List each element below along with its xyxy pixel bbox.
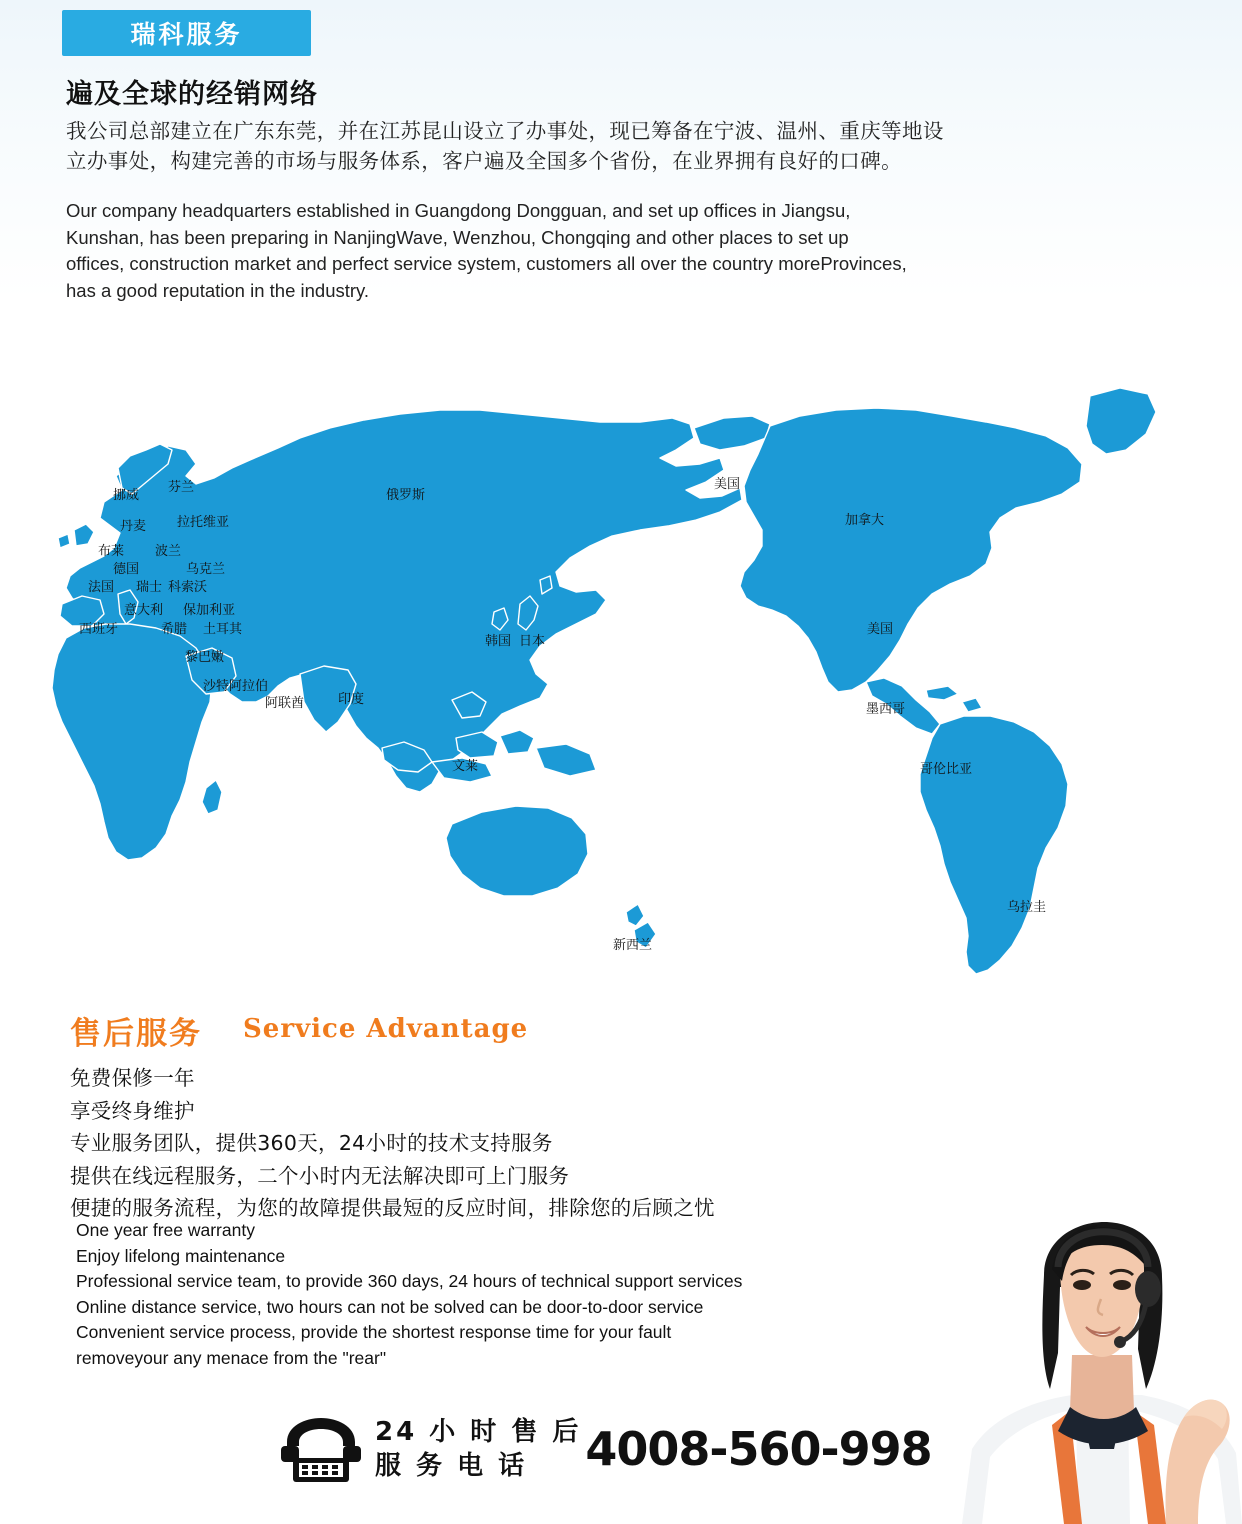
map-label-lebanon: 黎巴嫩 <box>185 650 225 665</box>
hotline-line-2: 服 务 电 话 <box>375 1451 528 1481</box>
hispaniola <box>962 698 982 712</box>
map-label-germany: 德国 <box>113 562 140 577</box>
cuba <box>926 686 958 700</box>
map-label-denmark: 丹麦 <box>120 519 147 534</box>
list-item: Professional service team, to provide 360 days, 24 hours of technical support services <box>76 1271 743 1291</box>
list-item: One year free warranty <box>76 1220 255 1240</box>
list-item: 便捷的服务流程，为您的故障提供最短的反应时间，排除您的后顾之忧 <box>70 1196 715 1220</box>
map-label-russia: 俄罗斯 <box>386 488 426 503</box>
map-label-korea: 韩国 <box>485 634 512 649</box>
map-label-finland: 芬兰 <box>168 480 195 495</box>
sulawesi <box>500 730 534 754</box>
map-label-uruguay: 乌拉圭 <box>1007 900 1047 915</box>
map-label-india: 印度 <box>338 692 365 707</box>
hotline-text <box>375 1415 932 1483</box>
customer-service-operator-photo <box>952 1149 1242 1524</box>
map-label-switzerland: 瑞士 <box>136 580 163 595</box>
hotline-block <box>275 1412 932 1486</box>
ireland <box>58 534 70 548</box>
map-label-kosovo: 科索沃 <box>168 580 208 595</box>
network-title: 遍及全球的经销网络 <box>66 79 318 110</box>
map-label-brunei: 文莱 <box>452 759 479 774</box>
new-zealand-north <box>626 904 644 926</box>
service-advantage-title-en: Service Advantage <box>243 1014 529 1044</box>
list-item: Enjoy lifelong maintenance <box>76 1245 286 1266</box>
list-item: 享受终身维护 <box>70 1098 195 1123</box>
service-advantage-list-cn <box>70 1062 890 1225</box>
list-item: 提供在线远程服务，二个小时内无法解决即可上门服务 <box>70 1163 570 1188</box>
map-label-latvia: 拉托维亚 <box>177 515 230 530</box>
world-map <box>0 318 1242 1008</box>
north-america <box>740 408 1082 692</box>
map-label-usa-alaska: 美国 <box>714 477 741 492</box>
map-label-greece: 希腊 <box>161 622 188 637</box>
section-tab-service <box>62 10 311 56</box>
south-america <box>920 716 1068 974</box>
map-label-bulgaria: 保加利亚 <box>183 603 236 618</box>
alaska <box>694 416 770 450</box>
map-label-poland: 波兰 <box>155 544 182 559</box>
network-paragraph-cn: 我公司总部建立在广东东莞，并在江苏昆山设立了办事处，现已筹备在宁波、温州、重庆等地设立办事处，构建完善的市场与服务体系，客户遍及全国多个省份，在业界拥有良好的口碑。 <box>66 119 944 173</box>
map-label-norway: 挪威 <box>113 488 140 503</box>
british-isles <box>74 524 94 546</box>
map-label-mexico: 墨西哥 <box>866 702 906 717</box>
telephone-icon <box>275 1412 367 1486</box>
map-label-spain: 西班牙 <box>79 622 119 637</box>
new-guinea <box>536 744 596 776</box>
map-label-italy: 意大利 <box>124 603 164 618</box>
list-item: 免费保修一年 <box>70 1066 195 1090</box>
network-paragraph-en: Our company headquarters established in Guangdong Dongguan, and set up offices in Jiangsu, Kunshan, has been preparing in NanjingWave, Wenzhou, Chongqing and other places to set up offices, construction market and perfect service system, customers all over the country moreProvinces, has a good reputation in the industry. <box>66 200 907 301</box>
service-advantage-title-cn: 售后服务 <box>70 1016 202 1052</box>
list-item: Online distance service, two hours can not be solved can be door-to-door service <box>76 1296 704 1317</box>
list-item: Convenient service process, provide the shortest response time for your fault <box>76 1322 672 1342</box>
map-label-uae: 阿联酋 <box>265 696 305 711</box>
service-advantage-list-en <box>76 1218 906 1371</box>
madagascar <box>202 780 222 814</box>
map-label-france: 法国 <box>88 580 115 595</box>
map-label-canada: 加拿大 <box>845 513 885 528</box>
list-item: 专业服务团队，提供360天，24小时的技术支持服务 <box>70 1131 553 1155</box>
map-label-belarus: 布莱 <box>98 544 125 559</box>
map-label-colombia: 哥伦比亚 <box>920 762 973 777</box>
australia <box>446 806 588 896</box>
map-label-turkey: 土耳其 <box>203 622 243 637</box>
map-label-usa: 美国 <box>867 622 894 637</box>
hotline-line-1: 24 小 时 售 后 <box>375 1417 582 1447</box>
map-label-new-zealand: 新西兰 <box>613 938 653 953</box>
hotline-number[interactable]: 4008-560-998 <box>585 1422 932 1476</box>
map-label-saudi-arabia: 沙特阿拉伯 <box>203 679 269 694</box>
greenland <box>1086 388 1156 454</box>
list-item: removeyour any menace from the "rear" <box>76 1347 387 1368</box>
section-tab-label: 瑞科服务 <box>130 20 243 49</box>
map-label-ukraine: 乌克兰 <box>186 562 226 577</box>
map-label-japan: 日本 <box>519 634 546 649</box>
